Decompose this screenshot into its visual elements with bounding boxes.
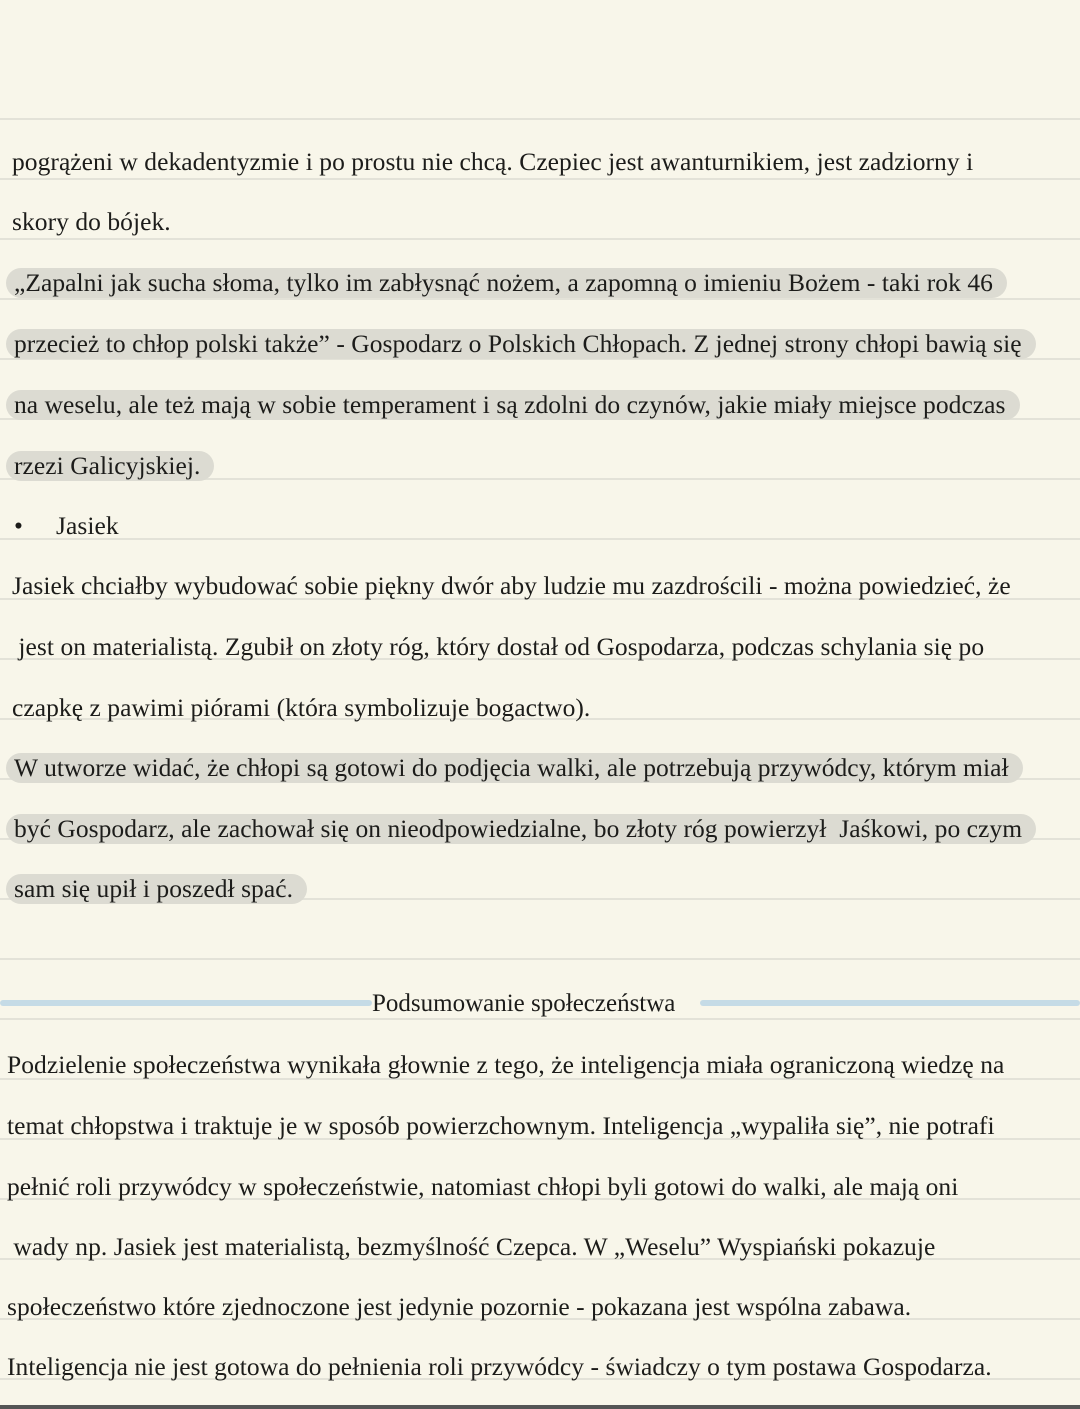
bullet-label: Jasiek <box>56 511 119 540</box>
highlight-mark: przecież to chłop polski także” - Gospodarz o Polskich Chłopach. Z jednej strony chłopi bawią się <box>6 329 1036 359</box>
highlight-mark: „Zapalni jak sucha słoma, tylko im zabłysnąć nożem, a zapomną o imieniu Bożem - taki rok 46 <box>6 268 1007 298</box>
text-line: społeczeństwo które zjednoczone jest jedynie pozornie - pokazana jest wspólna zabawa. <box>7 1292 912 1321</box>
heading-bar-right <box>700 1000 1080 1006</box>
bullet-item-jasiek <box>0 506 119 546</box>
text-line: Podzielenie społeczeństwa wynikała głownie z tego, że inteligencja miała ograniczoną wiedzę na <box>7 1050 1005 1079</box>
highlighted-quote-line <box>12 324 1036 364</box>
page-bottom-edge <box>0 1405 1080 1409</box>
highlight-mark: rzezi Galicyjskiej. <box>6 451 214 481</box>
ruled-line <box>0 538 1080 540</box>
text-line: temat chłopstwa i traktuje je w sposób powierzchownym. Inteligencja „wypaliła się”, nie potrafi <box>7 1111 995 1140</box>
text-line: wady np. Jasiek jest materialistą, bezmyślność Czepca. W „Weselu” Wyspiański pokazuje <box>7 1232 936 1261</box>
text-line: Inteligencja nie jest gotowa do pełnienia roli przywódcy - świadczy o tym postawa Gospodarza. <box>7 1352 992 1381</box>
section-heading <box>0 984 1080 1024</box>
highlight-mark: na weselu, ale też mają w sobie temperament i są zdolni do czynów, jakie miały miejsce podczas <box>6 390 1020 420</box>
heading-title: Podsumowanie społeczeństwa <box>372 990 676 1017</box>
heading-bar-left <box>0 1000 372 1006</box>
highlighted-line <box>12 748 1023 788</box>
text-line: skory do bójek. <box>12 207 171 236</box>
highlighted-quote-line <box>12 385 1020 425</box>
highlighted-quote-line <box>12 263 1007 303</box>
text-line: czapkę z pawimi piórami (która symbolizuje bogactwo). <box>12 693 591 722</box>
bullet-icon: • <box>14 511 23 540</box>
highlight-mark: W utworze widać, że chłopi są gotowi do podjęcia walki, ale potrzebują przywódcy, którym miał <box>6 753 1023 783</box>
ruled-line <box>0 118 1080 120</box>
text-line: Jasiek chciałby wybudować sobie piękny dwór aby ludzie mu zazdrościli - można powiedzieć, że <box>12 571 1011 600</box>
highlight-mark: być Gospodarz, ale zachował się on nieodpowiedzialne, bo złoty róg powierzył Jaśkowi, po czym <box>6 814 1036 844</box>
text-line: jest on materialistą. Zgubił on złoty róg, który dostał od Gospodarza, podczas schylania się po <box>12 632 985 661</box>
ruled-line <box>0 958 1080 960</box>
highlighted-line <box>12 869 307 909</box>
text-line: pogrążeni w dekadentyzmie i po prostu nie chcą. Czepiec jest awanturnikiem, jest zadziorny i <box>12 147 974 176</box>
text-line: pełnić roli przywódcy w społeczeństwie, natomiast chłopi byli gotowi do walki, ale mają oni <box>7 1172 959 1201</box>
highlighted-line <box>12 809 1036 849</box>
highlight-mark: sam się upił i poszedł spać. <box>6 874 307 904</box>
highlighted-quote-line <box>12 446 214 486</box>
